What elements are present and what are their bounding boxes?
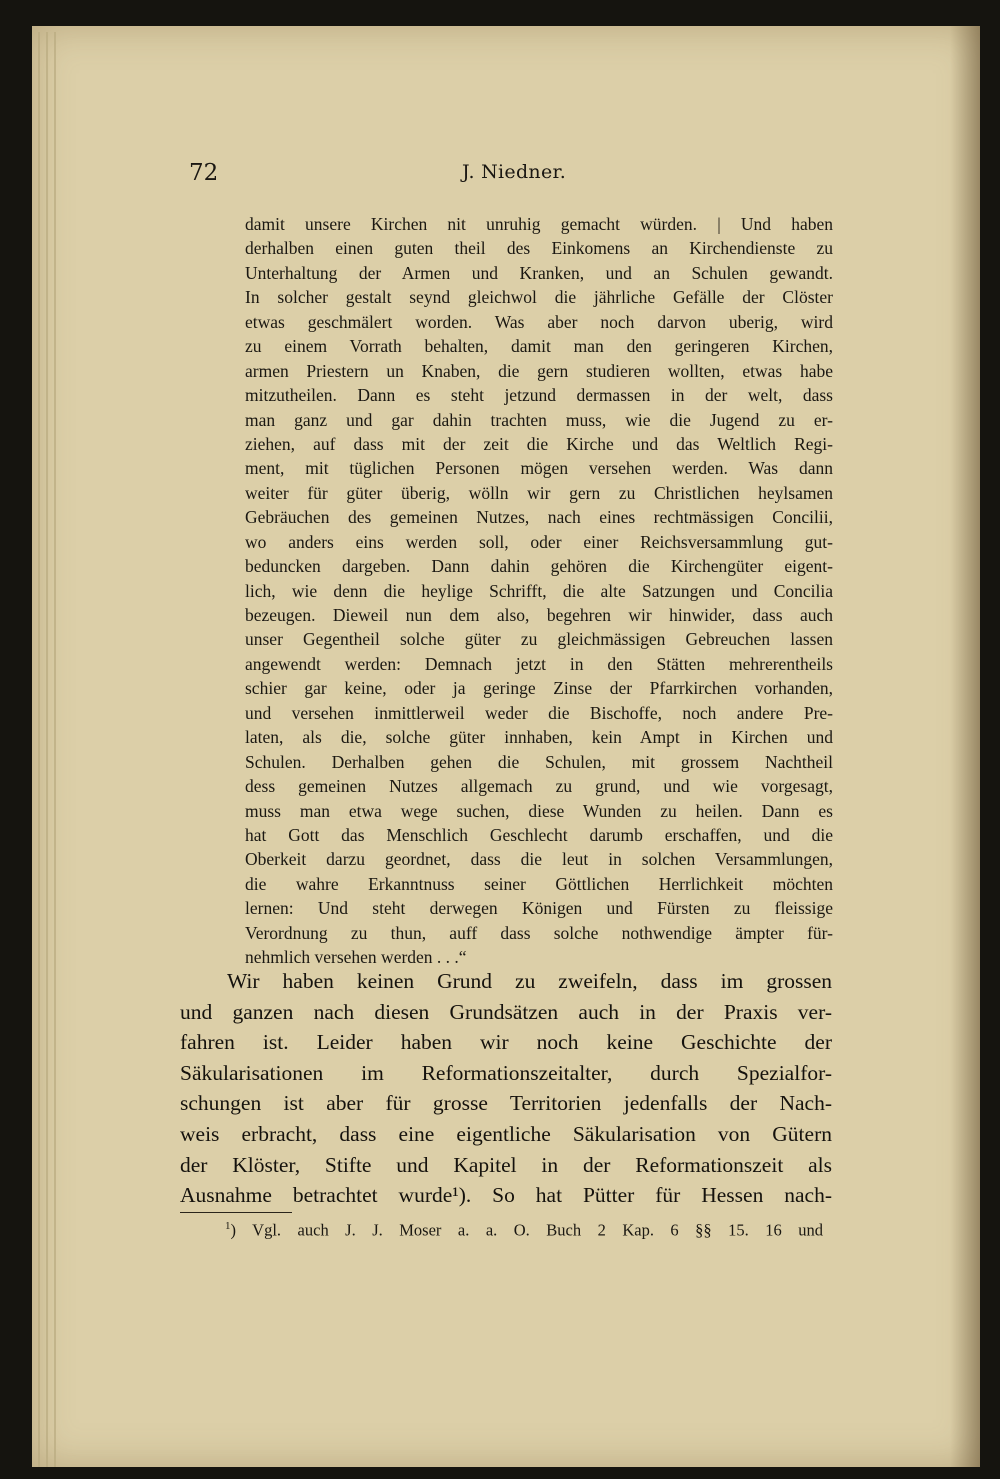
footnote-marker: 1	[225, 1220, 231, 1232]
quote-line: mitzutheilen. Dann es steht jetzund dermassen in der welt, dass	[245, 385, 833, 406]
quote-line: schier gar keine, oder ja geringe Zinse der Pfarrkirchen vorhanden,	[245, 678, 833, 699]
quote-line: die wahre Erkanntnuss seiner Göttlichen Herrlichkeit möchten	[245, 873, 833, 894]
footnote	[225, 1213, 823, 1239]
body-line: Ausnahme betrachtet wurde¹). So hat Pütter für Hessen nach-	[180, 1183, 832, 1208]
quote-line: weiter für güter überig, wölln wir gern zu Christlichen heylsamen	[245, 482, 833, 503]
quote-line: angewendt werden: Demnach jetzt in den Stätten mehrerentheils	[245, 653, 833, 674]
quote-line: dess gemeinen Nutzes allgemach zu grund, und wie vorgesagt,	[245, 776, 833, 797]
quote-line: lich, wie denn die heylige Schrifft, die alte Satzungen und Concilia	[245, 580, 833, 601]
running-head: J. Niedner.	[462, 161, 567, 183]
quote-line: zu einem Vorrath behalten, damit man den geringeren Kirchen,	[245, 336, 833, 357]
quote-line: lernen: Und steht derwegen Königen und Fürsten zu fleissige	[245, 898, 833, 919]
page-edge-line	[38, 32, 40, 1467]
quote-line: damit unsere Kirchen nit unruhig gemacht würden. | Und haben	[245, 214, 833, 234]
quote-line: hat Gott das Menschlich Geschlecht darumb erschaffen, und die	[245, 824, 833, 845]
body-line: fahren ist. Leider haben wir noch keine Geschichte der	[180, 1030, 832, 1055]
block-quote	[245, 212, 833, 970]
quote-line: man ganz und gar dahin trachten muss, wie die Jugend zu er-	[245, 409, 833, 430]
quote-line: etwas geschmälert worden. Was aber noch darvon uberig, wird	[245, 311, 833, 332]
quote-line: unser Gegentheil solche güter zu gleichmässigen Gebreuchen lassen	[245, 629, 833, 650]
quote-line: ment, mit tüglichen Personen mögen versehen werden. Was dann	[245, 458, 833, 479]
body-line: und ganzen nach diesen Grundsätzen auch in der Praxis ver-	[180, 999, 832, 1024]
quote-line: Oberkeit darzu geordnet, dass die leut in solchen Versammlungen,	[245, 849, 833, 870]
body-line: schungen ist aber für grosse Territorien jedenfalls der Nach-	[180, 1091, 832, 1116]
body-line: Säkularisationen im Reformationszeitalter, durch Spezialfor-	[180, 1060, 832, 1085]
footnote-text: ) Vgl. auch J. J. Moser a. a. O. Buch 2 Kap. 6 §§ 15. 16 und	[230, 1220, 823, 1240]
quote-line: laten, als die, solche güter innhaben, kein Ampt in Kirchen und	[245, 727, 833, 748]
quote-line: Unterhaltung der Armen und Kranken, und an Schulen gewandt.	[245, 262, 833, 283]
page-header	[0, 160, 948, 190]
quote-line: muss man etwa wege suchen, diese Wunden zu heilen. Dann es	[245, 800, 833, 821]
quote-line: wo anders eins werden soll, oder einer Reichsversammlung gut-	[245, 531, 833, 552]
page-edge-line	[54, 32, 56, 1467]
quote-line: ziehen, auf dass mit der zeit die Kirche und das Weltlich Regi-	[245, 433, 833, 454]
body-line: der Klöster, Stifte und Kapitel in der Reformationszeit als	[180, 1152, 832, 1177]
body-line: Wir haben keinen Grund zu zweifeln, dass im grossen	[227, 969, 832, 993]
quote-line: In solcher gestalt seynd gleichwol die jährliche Gefälle der Clöster	[245, 287, 833, 308]
body-paragraph	[180, 966, 832, 1211]
body-line: weis erbracht, dass eine eigentliche Säkularisation von Gütern	[180, 1121, 832, 1146]
quote-line: und versehen inmittlerweil weder die Bischoffe, noch andere Pre-	[245, 702, 833, 723]
spine-shadow	[950, 26, 980, 1467]
quote-line: nehmlich versehen werden . . .“	[245, 947, 467, 968]
quote-line: Verordnung zu thun, auff dass solche nothwendige ämpter für-	[245, 922, 833, 943]
page-number: 72	[189, 160, 219, 186]
page-edge-line	[46, 32, 48, 1467]
quote-line: derhalben einen guten theil des Einkomens an Kirchendienste zu	[245, 238, 833, 259]
quote-line: Gebräuchen des gemeinen Nutzes, nach eines rechtmässigen Concilii,	[245, 507, 833, 528]
quote-line: armen Priestern un Knaben, die gern studieren wollten, etwas habe	[245, 360, 833, 381]
quote-line: Schulen. Derhalben gehen die Schulen, mit grossem Nachtheil	[245, 751, 833, 772]
quote-line: bezeugen. Dieweil nun dem also, begehren wir hinwider, dass auch	[245, 605, 833, 625]
quote-line: beduncken dargeben. Dann dahin gehören die Kirchengüter eigent-	[245, 556, 833, 577]
